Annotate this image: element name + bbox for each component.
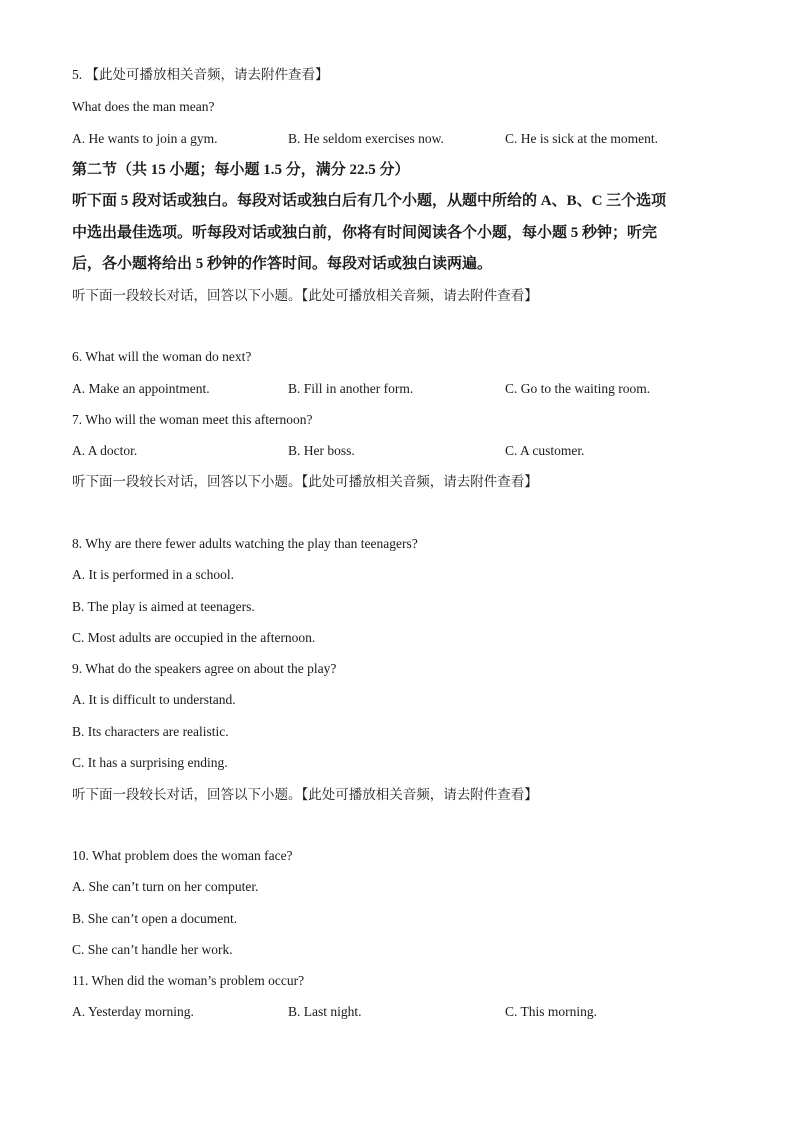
q5-options [0,130,794,148]
q5-option-a: A. He wants to join a gym. [72,131,218,146]
q11-options [0,1003,794,1021]
q5-question: What does the man mean? [72,99,215,114]
dialogue-intro-2: 听下面一段较长对话，回答以下小题。【此处可播放相关音频，请去附件查看】 [72,474,538,489]
q10-option-b: B. She can’t open a document. [72,911,238,926]
section2-instruction-3: 后，各小题将给出 5 秒钟的作答时间。每段对话或独白读两遍。 [72,256,493,272]
q7-option-c: C. A customer. [505,443,585,458]
section2-title: 第二节（共 15 小题；每小题 1.5 分，满分 22.5 分） [72,162,410,178]
q8-option-b: B. The play is aimed at teenagers. [72,599,255,614]
q11-question: 11. When did the woman’s problem occur? [72,973,305,988]
q6-option-c: C. Go to the waiting room. [505,381,651,396]
q6-question: 6. What will the woman do next? [72,349,252,364]
dialogue-intro-3: 听下面一段较长对话，回答以下小题。【此处可播放相关音频，请去附件查看】 [72,787,538,802]
section2-instruction-1: 听下面 5 段对话或独白。每段对话或独白后有几个小题，从题中所给的 A、B、C 三个选项 [72,193,667,209]
q8-option-a: A. It is performed in a school. [72,567,234,582]
q10-option-c: C. She can’t handle her work. [72,942,233,957]
q7-option-a: A. A doctor. [72,443,138,458]
q10-question: 10. What problem does the woman face? [72,848,293,863]
q10-option-a: A. She can’t turn on her computer. [72,879,259,894]
q11-option-c: C. This morning. [505,1004,598,1019]
q5-heading: 5. 【此处可播放相关音频，请去附件查看】 [72,67,329,82]
q5-option-c: C. He is sick at the moment. [505,131,658,146]
section2-instruction-2: 中选出最佳选项。听每段对话或独白前，你将有时间阅读各个小题，每小题 5 秒钟；听完 [72,225,658,241]
q9-option-a: A. It is difficult to understand. [72,692,236,707]
q9-option-c: C. It has a surprising ending. [72,755,228,770]
q9-option-b: B. Its characters are realistic. [72,724,229,739]
q9-question: 9. What do the speakers agree on about the play? [72,661,337,676]
q11-option-b: B. Last night. [288,1004,362,1019]
q6-options [0,380,794,398]
q5-option-b: B. He seldom exercises now. [288,131,444,146]
q8-option-c: C. Most adults are occupied in the afternoon. [72,630,316,645]
dialogue-intro-1: 听下面一段较长对话，回答以下小题。【此处可播放相关音频，请去附件查看】 [72,288,538,303]
q8-question: 8. Why are there fewer adults watching the play than teenagers? [72,536,418,551]
q6-option-b: B. Fill in another form. [288,381,414,396]
q7-option-b: B. Her boss. [288,443,355,458]
q11-option-a: A. Yesterday morning. [72,1004,194,1019]
q6-option-a: A. Make an appointment. [72,381,210,396]
q7-options [0,442,794,460]
q7-question: 7. Who will the woman meet this afternoon? [72,412,313,427]
